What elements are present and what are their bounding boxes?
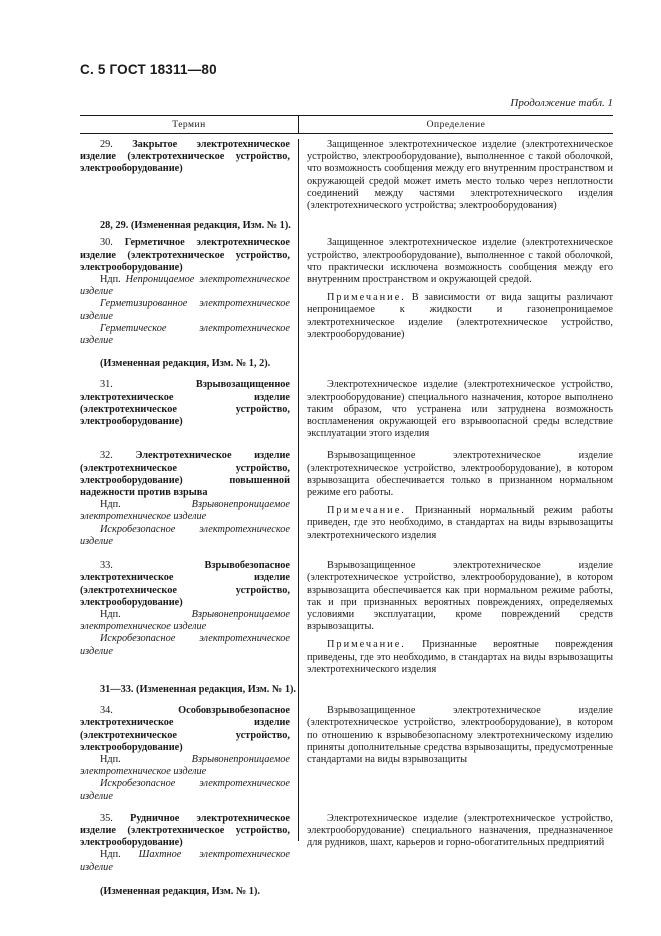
synonym-text: Взрывонепроницаемое электротехническое изделие: [80, 608, 290, 633]
term-text: Взрывобезопасное электротехническое изделие (электротехническое устройство, электрооборудование): [80, 560, 290, 608]
term-number: 32.: [100, 450, 113, 462]
term-text: Особовзрывобезопасное электротехническое изделие (электротехническое устройство, электрооборудование): [80, 705, 290, 753]
not-allowed-marker: Ндп.: [100, 499, 121, 511]
synonym-text: Герметическое электротехническое изделие: [80, 322, 290, 347]
amendment-note: (Измененная редакция, Изм. № 1).: [100, 885, 260, 897]
definition-cell: [298, 705, 613, 803]
term-text: Электротехническое изделие (электротехническое устройство, электрооборудование) повышенной надежности против взрыва: [80, 450, 291, 499]
synonym-text: Искробезопасное электротехническое изделие: [80, 778, 290, 802]
term-cell: [80, 813, 298, 874]
table-continuation-note: Продолжение табл. 1: [510, 97, 613, 109]
synonym-text: Непроницаемое электротехническое изделие: [80, 274, 290, 298]
term-cell: [80, 237, 298, 347]
column-header-definition: Определение: [426, 119, 486, 130]
page-label: С. 5 ГОСТ 18311—80: [80, 62, 217, 77]
definition-cell: [298, 560, 613, 676]
table-header: [80, 115, 613, 134]
table-row-31: [80, 379, 613, 440]
note-label: Примечание.: [327, 505, 406, 517]
definition-cell: [298, 813, 613, 874]
table-body: [80, 139, 613, 898]
note-text: Признанный нормальный режим работы приведен, где это необходимо, в стандартах на виды взрывозащиты электротехнического изделия: [307, 505, 613, 541]
note-text: Признанные вероятные повреждения приведены, где это необходимо, в стандартах на виды взрывозащиты электротехнического изделия: [307, 639, 614, 675]
definition-text: Защищенное электротехническое изделие (электротехническое устройство, электрооборудование), выполненное с такой оболочкой, что практически исключена возможность сообщения между его внутренним пространством и окружающей средой.: [307, 237, 613, 286]
synonym-text: Искробезопасное электротехническое изделие: [80, 523, 290, 547]
term-cell: [80, 560, 298, 676]
term-cell: [80, 139, 298, 212]
term-number: 29.: [100, 139, 113, 150]
note-label: Примечание.: [327, 639, 406, 651]
not-allowed-marker: Ндп.: [100, 608, 121, 620]
column-divider: [298, 139, 299, 841]
amendment-note: 31—33. (Измененная редакция, Изм. № 1).: [100, 683, 296, 695]
table-row-34: [80, 705, 613, 803]
definition-cell: [298, 379, 613, 440]
definition-cell: [298, 237, 613, 347]
note-label: Примечание.: [327, 292, 406, 304]
definition-cell: [298, 139, 613, 212]
synonym-text: Герметизированное электротехническое изделие: [80, 298, 290, 322]
term-text: Рудничное электротехническое изделие (электротехническое устройство, электрооборудование): [80, 812, 290, 849]
term-number: 34.: [100, 705, 113, 717]
synonym-text: Взрывонепроницаемое электротехническое изделие: [80, 753, 290, 778]
term-cell: [80, 450, 298, 548]
table-row-29: [80, 139, 613, 212]
not-allowed-marker: Ндп.: [100, 274, 121, 286]
synonym-text: Шахтное электротехническое изделие: [80, 849, 290, 873]
term-text: Взрывозащищенное электротехническое изделие (электротехническое устройство, электрооборудование): [80, 379, 290, 428]
amendment-note: (Измененная редакция, Изм. № 1, 2).: [100, 358, 271, 370]
term-cell: [80, 705, 298, 803]
column-header-term: Термин: [80, 116, 299, 133]
term-number: 35.: [100, 812, 113, 824]
table-row-30: [80, 237, 613, 347]
definition-text: Защищенное электротехническое изделие (электротехническое устройство, электрооборудование), выполненное с такой оболочкой, что возможность сообщения между его внутренним пространством и окружающей средой может иметь место только через неплотности соединений между частями электротехнического изделия (электротехнического устройства; электрооборудования): [307, 139, 613, 212]
definition-text: Взрывозащищенное электротехническое изделие (электротехническое устройство, электрооборудование), в котором взрывозащита обеспечивается как при нормальном режиме работы, так и при признанных вероятных повреждениях, определяемых условиями эксплуатации, кроме повреждений средств взрывозащиты.: [307, 560, 613, 633]
not-allowed-marker: Ндп.: [100, 849, 121, 861]
synonym-text: Искробезопасное электротехническое изделие: [80, 633, 290, 657]
definition-cell: [298, 450, 613, 548]
term-text: Герметичное электротехническое изделие (электротехническое устройство, электрооборудование): [80, 237, 290, 273]
synonym-text: Взрывонепроницаемое электротехническое изделие: [80, 499, 290, 523]
amendment-note: 28, 29. (Измененная редакция, Изм. № 1).: [100, 220, 291, 232]
term-number: 30.: [100, 237, 113, 249]
table-row-33: [80, 560, 613, 676]
term-number: 31.: [100, 379, 113, 391]
definition-text: Электротехническое изделие (электротехническое устройство, электрооборудование) специального назначения, предназначенное для рудников, шахт, карьеров и горно-обогатительных предприятий: [307, 812, 613, 849]
definition-text: Электротехническое изделие (электротехническое устройство, электрооборудование) специального назначения, которое выполнено таким образом, что устранена или затруднена возможность воспламенения окружающей его взрывоопасной среды вследствие эксплуатации этого изделия: [307, 379, 613, 440]
term-text: Закрытое электротехническое изделие (электротехническое устройство, электрооборудование): [80, 139, 290, 175]
definition-text: Взрывозащищенное электротехническое изделие (электротехническое устройство, электрооборудование), в котором по отношению к взрывобезопасному электротехническому изделию приняты дополнительные средства взрывозащиты, предусмотренные стандартами на виды взрывозащиты: [307, 705, 613, 765]
term-cell: [80, 379, 298, 440]
not-allowed-marker: Ндп.: [100, 753, 121, 765]
table-row-32: [80, 450, 613, 548]
term-number: 33.: [100, 560, 113, 572]
table-row-35: [80, 813, 613, 874]
terms-table: [80, 115, 613, 898]
definition-text: Взрывозащищенное электротехническое изделие (электротехническое устройство, электрооборудование), в котором взрывозащита обеспечивается только в признанном нормальном режиме его работы.: [307, 450, 613, 499]
note-text: В зависимости от вида защиты различают непроницаемое к жидкости и газонепроницаемое электротехническое изделие (электротехническое устройство, электрооборудование): [307, 292, 614, 340]
